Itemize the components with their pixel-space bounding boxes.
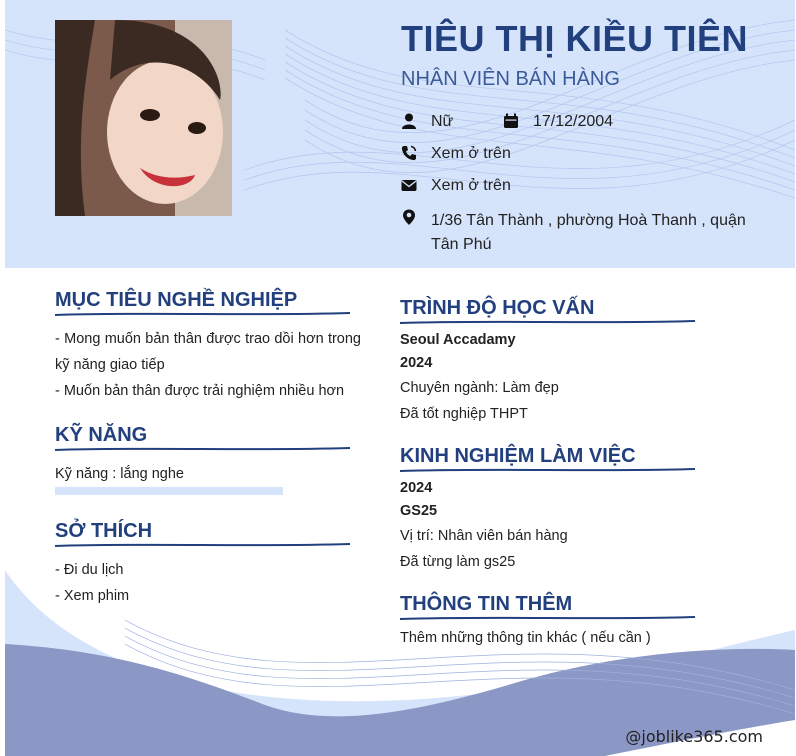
calendar-icon (503, 113, 519, 131)
birthdate-row (503, 113, 613, 131)
experience-underline (400, 467, 695, 473)
candidate-name: TIÊU THỊ KIỀU TIÊN (401, 18, 749, 59)
email-icon (401, 177, 417, 195)
hobby-item: - Đi du lịch (55, 562, 124, 578)
skills-underline (55, 446, 350, 452)
phone-row (401, 145, 511, 163)
cv-page (5, 0, 795, 756)
education-note: Đã tốt nghiệp THPT (400, 406, 528, 422)
experience-company: GS25 (400, 503, 438, 519)
skill-item: Kỹ năng : lắng nghe (55, 466, 184, 482)
hobbies-underline (55, 542, 350, 548)
gender-value: Nữ (431, 113, 454, 130)
skills-title: KỸ NĂNG (55, 424, 148, 446)
hobby-item: - Xem phim (55, 588, 130, 604)
location-icon (401, 209, 417, 227)
education-year: 2024 (400, 355, 433, 371)
education-title: TRÌNH ĐỘ HỌC VẤN (400, 297, 595, 319)
more-info-title: THÔNG TIN THÊM (400, 593, 573, 615)
cv-header (5, 0, 795, 268)
phone-icon (401, 145, 417, 163)
education-major: Chuyên ngành: Làm đẹp (400, 380, 559, 396)
birthdate-value: 17/12/2004 (533, 113, 614, 130)
education-underline (400, 319, 695, 325)
experience-year: 2024 (400, 480, 433, 496)
address-row (401, 209, 751, 257)
hobbies-title: SỞ THÍCH (55, 520, 153, 542)
job-title: NHÂN VIÊN BÁN HÀNG (401, 68, 620, 90)
objective-title: MỤC TIÊU NGHỀ NGHIỆP (55, 289, 298, 311)
phone-value: Xem ở trên (431, 145, 511, 162)
objective-underline (55, 311, 350, 317)
person-icon (401, 113, 417, 131)
gender-row (401, 113, 453, 131)
skill-level-bar (55, 487, 283, 495)
education-school: Seoul Accadamy (400, 332, 516, 348)
more-info-text: Thêm những thông tin khác ( nếu cần ) (400, 630, 651, 646)
objective-line-2: - Muốn bản thân được trải nghiệm nhiều hơn (55, 383, 345, 399)
watermark-text: @joblike365.com (625, 727, 763, 746)
address-value: 1/36 Tân Thành , phường Hoà Thanh , quận Tân Phú (431, 212, 746, 253)
experience-position: Vị trí: Nhân viên bán hàng (400, 528, 568, 544)
experience-note: Đã từng làm gs25 (400, 554, 516, 570)
profile-photo (55, 20, 232, 216)
objective-line-1: - Mong muốn bản thân được trao dồi hơn trong kỹ năng giao tiếp (55, 331, 361, 373)
email-row (401, 177, 511, 195)
email-value: Xem ở trên (431, 177, 511, 194)
more-info-underline (400, 615, 695, 621)
experience-title: KINH NGHIỆM LÀM VIỆC (400, 445, 636, 467)
